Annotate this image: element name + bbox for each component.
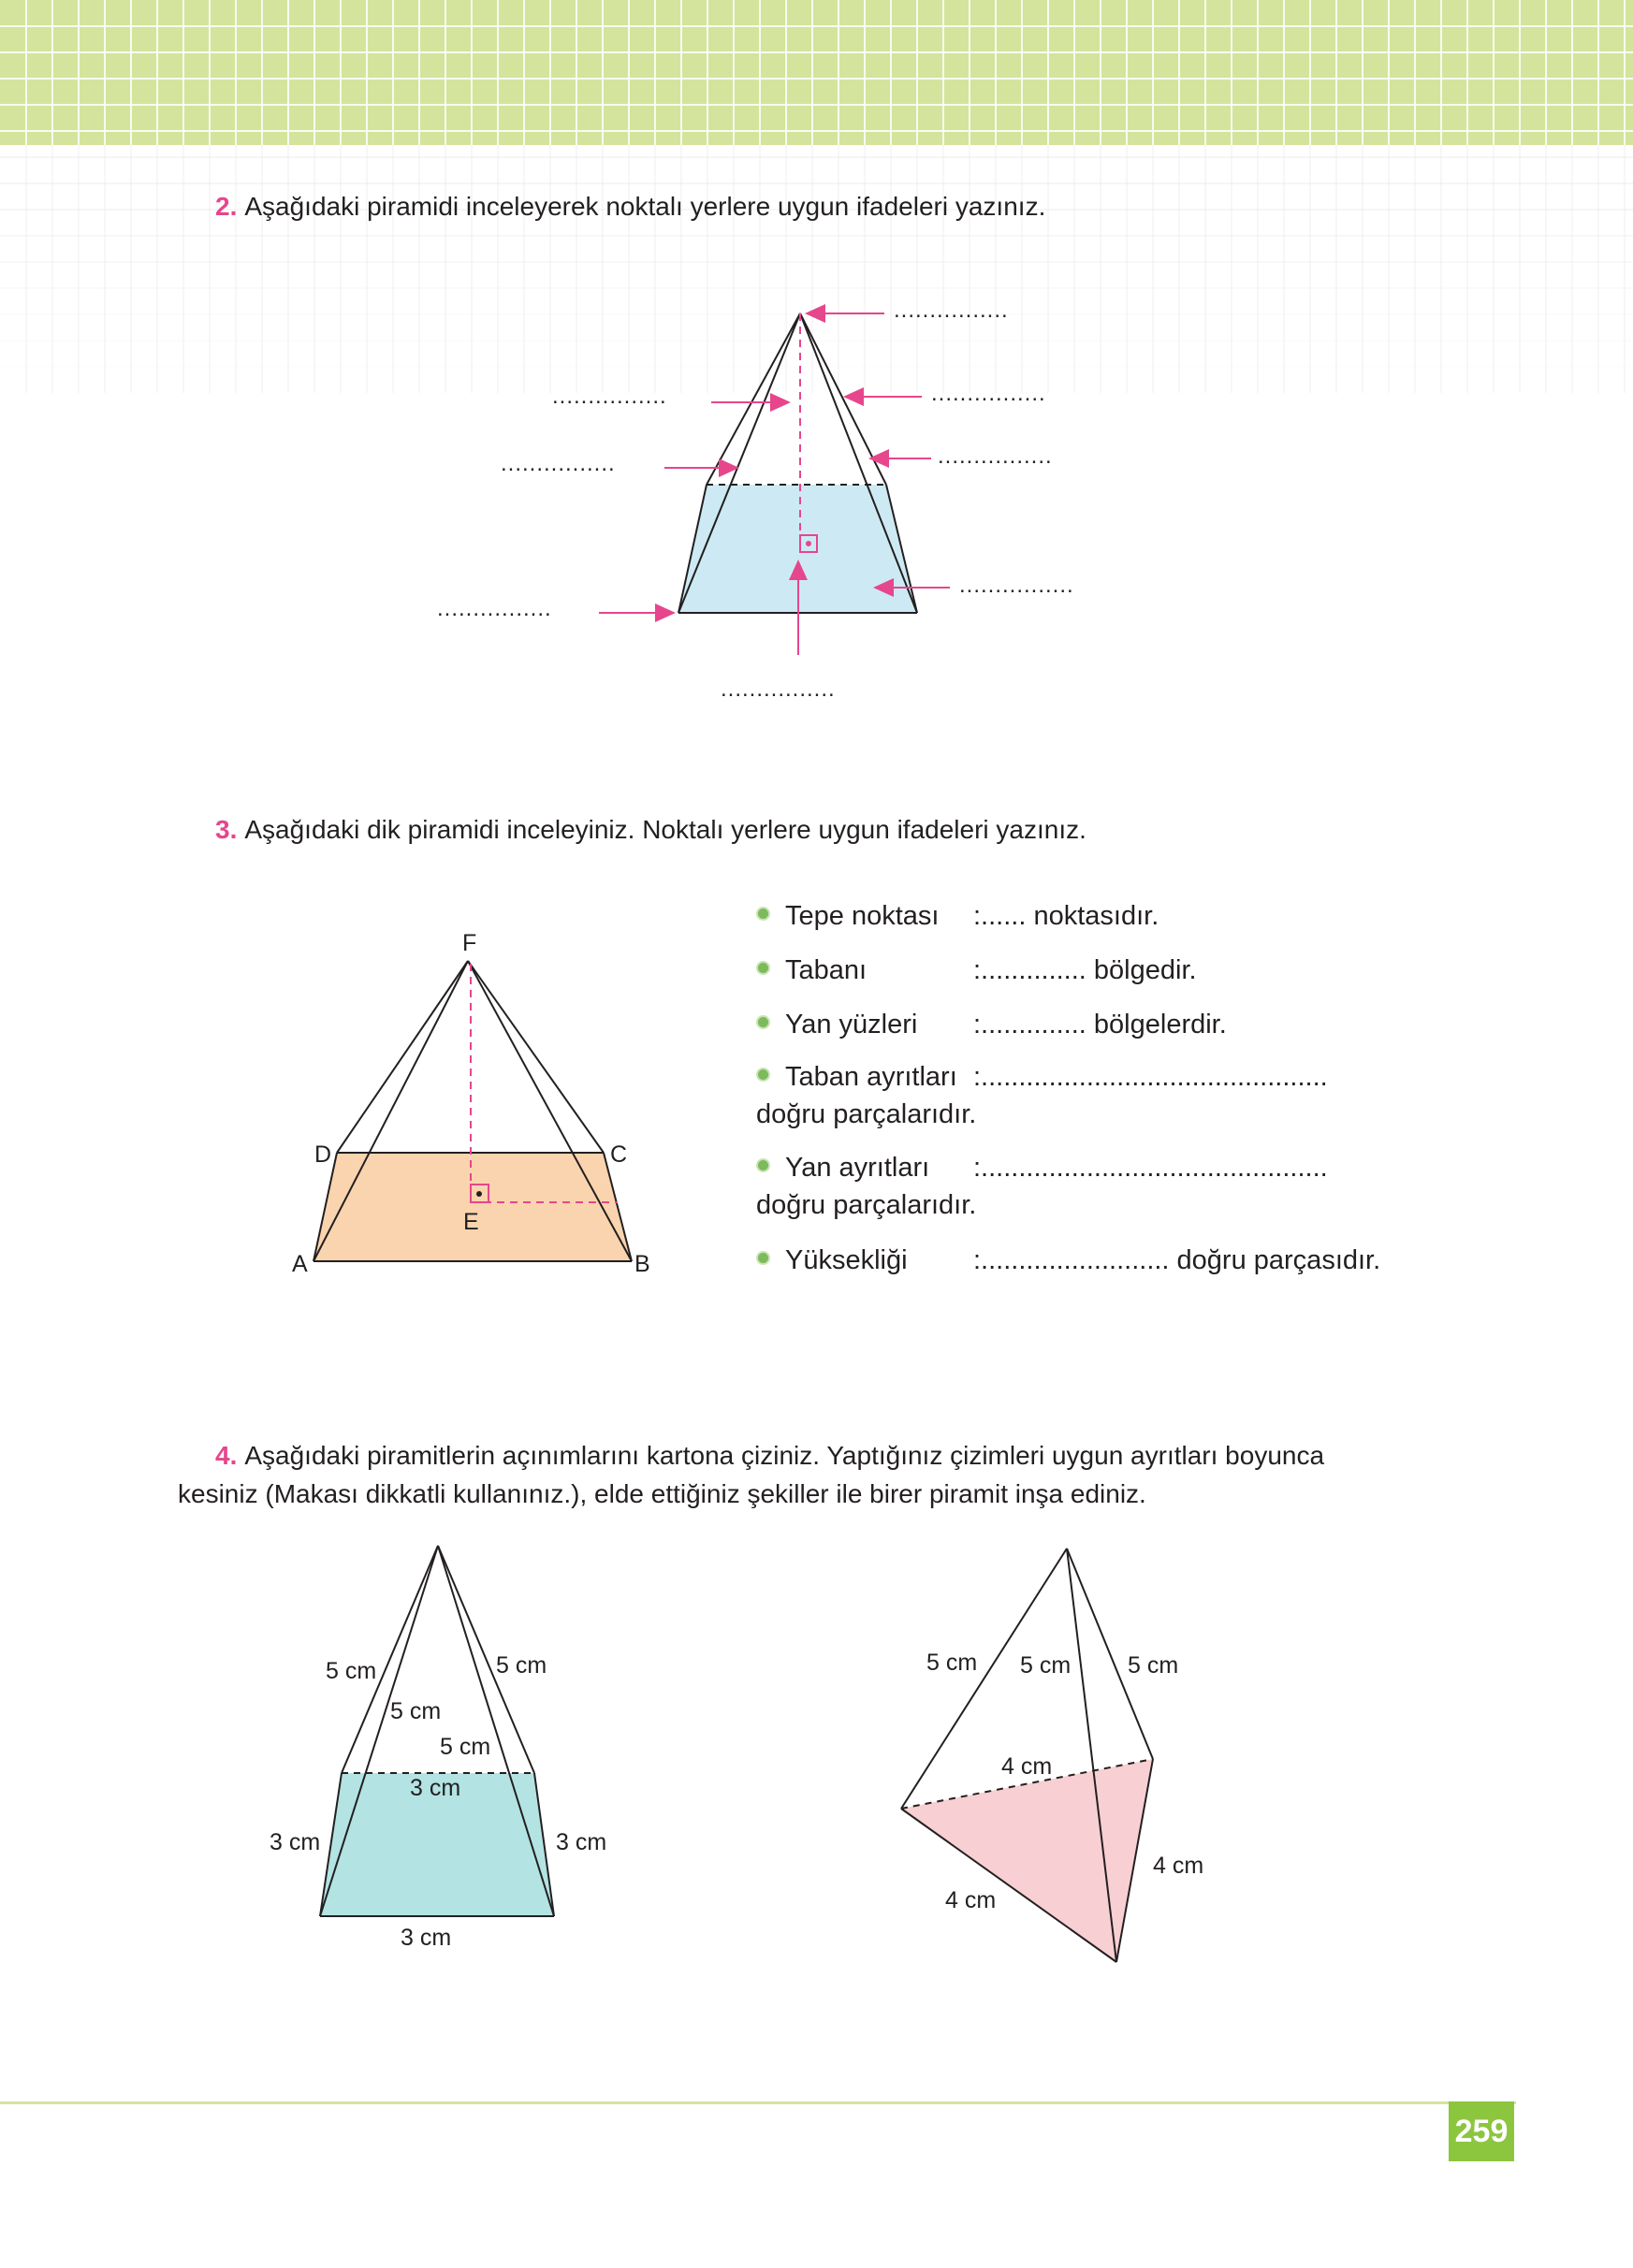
blank-lateral-face: ................ (501, 451, 616, 476)
fig2-label-slant-right: 5 cm (1128, 1652, 1179, 1679)
question-text: Aşağıdaki dik piramidi inceleyiniz. Noktalı yerlere uygun ifadeleri yazınız. (244, 815, 1086, 844)
vertex-B: B (634, 1251, 650, 1277)
list-item-base-edges-cont: doğru parçalarıdır. (756, 1099, 977, 1129)
fig2-label-base-left: 4 cm (945, 1887, 997, 1913)
list-item-height: Yüksekliği :......................... doğru parçasıdır. (756, 1245, 908, 1276)
fig1-label-base-right: 3 cm (556, 1829, 607, 1855)
question-4-line2: kesiniz (Makası dikkatli kullanınız.), elde ettiğiniz şekiller ile birer piramit inşa ediniz. (178, 1479, 1146, 1508)
list-item-faces: Yan yüzleri :.............. bölgelerdir. (756, 1010, 917, 1040)
fig1-label-base-left: 3 cm (270, 1829, 321, 1855)
blank-base-vertex: ................ (938, 443, 1053, 469)
vertex-A: A (292, 1251, 308, 1277)
fig1-label-slant-right: 5 cm (496, 1652, 547, 1679)
vertex-C: C (610, 1141, 628, 1168)
blank-base-edge: ................ (437, 596, 552, 621)
question-text: Aşağıdaki piramidi inceleyerek noktalı yerlere uygun ifadeleri yazınız. (244, 192, 1046, 221)
vertex-F: F (462, 930, 477, 956)
footer-line (0, 2101, 1516, 2104)
fig1-label-slant-back: 5 cm (440, 1734, 491, 1760)
page-number: 259 (1449, 2101, 1514, 2161)
list-item-base-edges: Taban ayrıtları :.............................................. (756, 1062, 957, 1093)
question-number: 4. (215, 1441, 238, 1470)
vertex-E: E (463, 1209, 479, 1235)
blank-height: ................ (552, 384, 667, 409)
blank-apex: ................ (894, 298, 1009, 323)
question-number: 2. (215, 192, 238, 221)
fig2-label-slant-middle: 5 cm (1020, 1652, 1072, 1679)
fig1-label-slant-left: 5 cm (326, 1658, 377, 1684)
fig1-label-base-back: 3 cm (410, 1775, 461, 1801)
fig2-label-base-back: 4 cm (1001, 1753, 1053, 1780)
blank-lateral-edge: ................ (931, 381, 1046, 406)
fig1-label-base-front: 3 cm (401, 1925, 452, 1951)
list-item-apex: Tepe noktası :...... noktasıdır. (756, 901, 939, 932)
fig2-label-slant-left: 5 cm (926, 1650, 978, 1676)
fig2-label-base-right: 4 cm (1153, 1853, 1204, 1879)
list-item-lateral-edges: Yan ayrıtları :.............................................. (756, 1153, 929, 1184)
question-number: 3. (215, 815, 238, 844)
blank-base: ................ (959, 573, 1074, 598)
question-text-line1: Aşağıdaki piramitlerin açınımlarını kartona çiziniz. Yaptığınız çizimleri uygun ayrıtları boyunca (244, 1441, 1325, 1470)
blank-right-angle: ................ (721, 676, 836, 702)
list-item-lateral-edges-cont: doğru parçalarıdır. (756, 1190, 977, 1220)
vertex-D: D (314, 1141, 332, 1168)
fig1-label-slant-inner: 5 cm (390, 1698, 442, 1724)
list-item-base: Tabanı :.............. bölgedir. (756, 955, 867, 986)
